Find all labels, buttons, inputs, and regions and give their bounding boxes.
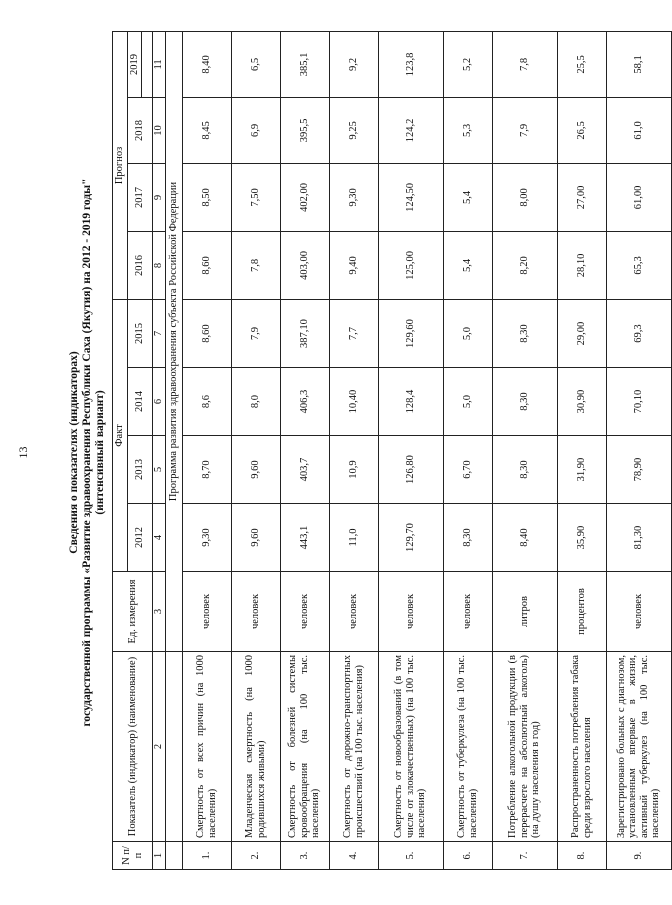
- document-title-line-3: (интенсивный вариант): [94, 390, 106, 515]
- value-cell: 9,25: [329, 97, 378, 163]
- unit-cell: человек: [231, 572, 280, 652]
- value-cell: 81,30: [606, 504, 671, 572]
- table-row: [231, 31, 280, 869]
- table-row: [280, 31, 329, 869]
- value-cell: 10,9: [329, 436, 378, 504]
- value-cell: 58,1: [606, 31, 671, 97]
- row-number: 1.: [182, 842, 231, 870]
- column-number: 9: [153, 163, 166, 231]
- value-cell: 6,5: [231, 31, 280, 97]
- value-cell: 123,8: [378, 31, 443, 97]
- unit-cell: человек: [329, 572, 378, 652]
- header-unit: Ед. измерения: [113, 572, 153, 652]
- value-cell: 11,0: [329, 504, 378, 572]
- indicator-name: Зарегистрировано больных с диагнозом, установленным впервые в жизни, активный туберкулез (на 100 тыс. населения): [606, 652, 671, 842]
- unit-cell: литров: [492, 572, 557, 652]
- value-cell: 26,5: [557, 97, 606, 163]
- value-cell: 27,00: [557, 163, 606, 231]
- value-cell: 5,0: [443, 368, 492, 436]
- column-number: 1: [153, 842, 166, 870]
- value-cell: 8,0: [231, 368, 280, 436]
- header-forecast: Прогноз: [113, 31, 128, 299]
- value-cell: 387,10: [280, 299, 329, 367]
- section-title: Программа развития здравоохранения субъекта Российской Федерации: [165, 31, 182, 651]
- unit-cell: человек: [182, 572, 231, 652]
- value-cell: 8,30: [492, 368, 557, 436]
- value-cell: 78,90: [606, 436, 671, 504]
- value-cell: 8,60: [182, 299, 231, 367]
- indicator-name: Смертность от туберкулеза (на 100 тыс. населения): [443, 652, 492, 842]
- value-cell: 35,90: [557, 504, 606, 572]
- unit-cell: человек: [606, 572, 671, 652]
- indicators-table: [112, 31, 672, 870]
- header-year: 2014: [127, 368, 153, 436]
- value-cell: 31,90: [557, 436, 606, 504]
- value-cell: 7,50: [231, 163, 280, 231]
- value-cell: 9,60: [231, 436, 280, 504]
- value-cell: 5,2: [443, 31, 492, 97]
- table-row: [492, 31, 557, 869]
- value-cell: 61,00: [606, 163, 671, 231]
- value-cell: 8,40: [182, 31, 231, 97]
- value-cell: 129,70: [378, 504, 443, 572]
- indicator-name: Младенческая смертность (на 1000 родившихся живыми): [231, 652, 280, 842]
- value-cell: 8,50: [182, 163, 231, 231]
- document-title-line-2: государственной программы «Развитие здравоохранения Республики Саха (Якутия) на 2012 - 2019 годы": [81, 178, 93, 727]
- value-cell: 402,00: [280, 163, 329, 231]
- row-number: 2.: [231, 842, 280, 870]
- column-numbers-row: [153, 31, 166, 869]
- value-cell: 385,1: [280, 31, 329, 97]
- unit-cell: человек: [280, 572, 329, 652]
- indicator-name: Смертность от болезней системы кровообращения (на 100 тыс. населения): [280, 652, 329, 842]
- table-row: [182, 31, 231, 869]
- value-cell: 443,1: [280, 504, 329, 572]
- value-cell: 8,30: [492, 299, 557, 367]
- value-cell: 5,4: [443, 231, 492, 299]
- document-title-line-1: Сведения о показателях (индикаторах): [68, 351, 80, 554]
- value-cell: 69,3: [606, 299, 671, 367]
- value-cell: 129,60: [378, 299, 443, 367]
- value-cell: 8,6: [182, 368, 231, 436]
- value-cell: 9,60: [231, 504, 280, 572]
- value-cell: 8,20: [492, 231, 557, 299]
- value-cell: 6,9: [231, 97, 280, 163]
- indicator-name: Смертность от новообразований (в том числе от злокачественных) (на 100 тыс. населения): [378, 652, 443, 842]
- value-cell: 25,5: [557, 31, 606, 97]
- section-blank: [165, 842, 182, 870]
- value-cell: 9,2: [329, 31, 378, 97]
- header-year: 2015: [127, 299, 153, 367]
- column-number: 5: [153, 436, 166, 504]
- row-number: 8.: [557, 842, 606, 870]
- header-year: 2013: [127, 436, 153, 504]
- value-cell: 10,40: [329, 368, 378, 436]
- column-number: 2: [153, 652, 166, 842]
- header-year: 2019: [127, 31, 142, 97]
- value-cell: 8,70: [182, 436, 231, 504]
- table-row: [329, 31, 378, 869]
- value-cell: 5,3: [443, 97, 492, 163]
- row-number: 4.: [329, 842, 378, 870]
- table-row: [606, 31, 671, 869]
- header-year: 2016: [127, 231, 153, 299]
- table-row: [378, 31, 443, 869]
- column-number: 10: [153, 97, 166, 163]
- header-year: 2018: [127, 97, 153, 163]
- page-number: 13: [16, 446, 30, 459]
- indicator-name: Смертность от дорожно-транспортных происшествий (на 100 тыс. населения): [329, 652, 378, 842]
- value-cell: 125,00: [378, 231, 443, 299]
- column-number: 11: [153, 31, 166, 97]
- column-number: 8: [153, 231, 166, 299]
- unit-cell: человек: [443, 572, 492, 652]
- section-blank: [165, 652, 182, 842]
- value-cell: 61,0: [606, 97, 671, 163]
- value-cell: 9,40: [329, 231, 378, 299]
- value-cell: 403,00: [280, 231, 329, 299]
- value-cell: 128,4: [378, 368, 443, 436]
- value-cell: 8,30: [492, 436, 557, 504]
- value-cell: 29,00: [557, 299, 606, 367]
- value-cell: 65,3: [606, 231, 671, 299]
- value-cell: 8,60: [182, 231, 231, 299]
- table-row: [443, 31, 492, 869]
- value-cell: 6,70: [443, 436, 492, 504]
- header-fact: Факт: [113, 299, 128, 571]
- row-number: 7.: [492, 842, 557, 870]
- value-cell: 7,8: [231, 231, 280, 299]
- value-cell: 28,10: [557, 231, 606, 299]
- column-number: 6: [153, 368, 166, 436]
- row-number: 5.: [378, 842, 443, 870]
- value-cell: 8,40: [492, 504, 557, 572]
- value-cell: 30,90: [557, 368, 606, 436]
- value-cell: 406,3: [280, 368, 329, 436]
- row-number: 9.: [606, 842, 671, 870]
- header-indicator: Показатель (индикатор) (наименование): [113, 652, 153, 842]
- header-num: N п/п: [113, 842, 153, 870]
- value-cell: 70,10: [606, 368, 671, 436]
- column-number: 7: [153, 299, 166, 367]
- unit-cell: человек: [378, 572, 443, 652]
- value-cell: 9,30: [182, 504, 231, 572]
- value-cell: 8,45: [182, 97, 231, 163]
- value-cell: 7,9: [231, 299, 280, 367]
- value-cell: 8,00: [492, 163, 557, 231]
- value-cell: 124,2: [378, 97, 443, 163]
- indicator-name: Распространенность потребления табака среди взрослого населения: [557, 652, 606, 842]
- row-number: 3.: [280, 842, 329, 870]
- value-cell: 8,30: [443, 504, 492, 572]
- unit-cell: процентов: [557, 572, 606, 652]
- value-cell: 395,5: [280, 97, 329, 163]
- header-year: 2012: [127, 504, 153, 572]
- row-number: 6.: [443, 842, 492, 870]
- header-year: 2017: [127, 163, 153, 231]
- indicator-name: Смертность от всех причин (на 1000 населения): [182, 652, 231, 842]
- value-cell: 7,8: [492, 31, 557, 97]
- indicator-name: Потребление алкогольной продукции (в перерасчете на абсолютный алкоголь) (на душу населения в год): [492, 652, 557, 842]
- value-cell: 5,0: [443, 299, 492, 367]
- header-blank: [142, 31, 153, 97]
- value-cell: 126,80: [378, 436, 443, 504]
- value-cell: 124,50: [378, 163, 443, 231]
- column-number: 4: [153, 504, 166, 572]
- column-number: 3: [153, 572, 166, 652]
- value-cell: 7,7: [329, 299, 378, 367]
- value-cell: 7,9: [492, 97, 557, 163]
- value-cell: 5,4: [443, 163, 492, 231]
- table-row: [557, 31, 606, 869]
- value-cell: 403,7: [280, 436, 329, 504]
- value-cell: 9,30: [329, 163, 378, 231]
